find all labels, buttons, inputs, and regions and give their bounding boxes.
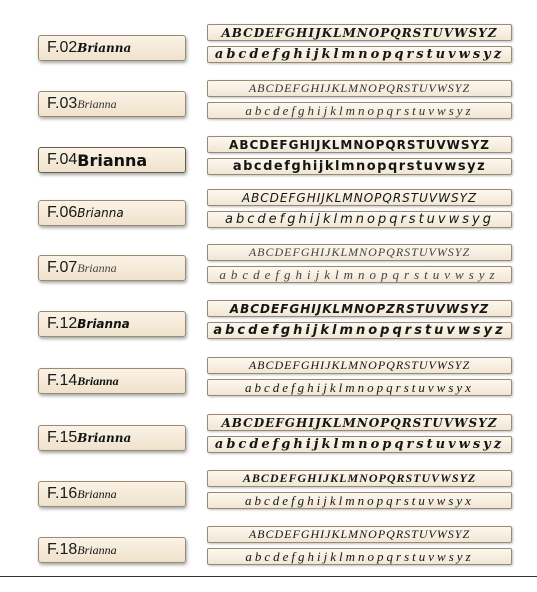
font-sample-name: Brianna xyxy=(77,317,130,331)
font-sample-name: Brianna xyxy=(77,486,117,501)
font-code: F.07 xyxy=(47,259,78,276)
uppercase-strip: ABCDEFGHIJKLMNOPQRSTUVWSYZ xyxy=(207,189,512,206)
font-code: F.04 xyxy=(47,151,78,168)
lowercase-strip: abcdefghijklmnopqrstuvwsyx xyxy=(207,379,512,396)
font-sample-name: Brianna xyxy=(77,431,132,445)
font-code-label xyxy=(38,147,186,173)
lowercase-strip: abcdefghijklmnopqrstuvwsyg xyxy=(207,211,512,228)
font-code-label xyxy=(38,537,186,563)
font-code-label xyxy=(38,368,186,394)
font-sample-name: Brianna xyxy=(77,260,117,275)
lowercase-strip: abcdefghijklmnopqrstuvwsyz xyxy=(207,436,512,453)
uppercase-strip: ABCDEFGHIJKLMNOPQRSTUVWSYZ xyxy=(207,470,512,487)
lowercase-strip: abcdefghijklmnopqrstuvwsyx xyxy=(207,492,512,509)
uppercase-strip: ABCDEFGHIJKLMNOPQRSTUVWSYZ xyxy=(207,244,512,261)
font-code: F.14 xyxy=(47,372,78,389)
font-sample-name: Brianna xyxy=(77,41,132,55)
font-code: F.15 xyxy=(47,429,78,446)
font-sample-name: Brianna xyxy=(77,373,119,388)
font-code-label xyxy=(38,481,186,507)
font-sample-name: Brianna xyxy=(77,96,117,111)
uppercase-strip: ABCDEFGHIJKLMNOPQRSTUVWSYZ xyxy=(207,357,512,374)
font-code: F.03 xyxy=(47,95,78,112)
font-code: F.12 xyxy=(47,315,78,332)
font-code-label xyxy=(38,311,186,337)
font-sample-name: Brianna xyxy=(77,150,148,170)
lowercase-strip: abcdefghijklmnopqrstuvwsyz xyxy=(207,548,512,565)
font-row-f07 xyxy=(0,243,537,293)
font-code-label xyxy=(38,200,186,226)
font-row-f03 xyxy=(0,79,537,129)
font-code: F.02 xyxy=(47,39,78,56)
font-code-label xyxy=(38,425,186,451)
font-sample-name: Brianna xyxy=(77,542,117,557)
font-sample-name: Brianna xyxy=(77,206,124,220)
font-code: F.18 xyxy=(47,541,78,558)
uppercase-strip: ABCDEFGHIJKLMNOPQRSTUVWSYZ xyxy=(207,24,512,41)
lowercase-strip: abcdefghijklmnopqrstuvwsyz xyxy=(207,158,512,175)
lowercase-strip: abcdefghijklmnopqrstuvwsyz xyxy=(207,266,512,283)
font-code: F.06 xyxy=(47,204,78,221)
uppercase-strip: ABCDEFGHIJKLMNOPQRSTUVWSYZ xyxy=(207,526,512,543)
lowercase-strip: abcdefghijklmnopqrstuvwsyz xyxy=(207,102,512,119)
font-row-f12 xyxy=(0,299,537,349)
uppercase-strip: ABCDEFGHIJKLMNOPQRSTUVWSYZ xyxy=(207,80,512,97)
bottom-divider xyxy=(0,576,537,577)
font-row-f15 xyxy=(0,413,537,463)
uppercase-strip: ABCDEFGHIJKLMNOPZRSTUVWSYZ xyxy=(207,300,512,317)
font-code-label xyxy=(38,255,186,281)
uppercase-strip: ABCDEFGHIJKLMNOPQRSTUVWSYZ xyxy=(207,136,512,153)
font-row-f18 xyxy=(0,525,537,575)
font-row-f04 xyxy=(0,135,537,185)
font-row-f16 xyxy=(0,469,537,519)
font-code-label xyxy=(38,35,186,61)
lowercase-strip: abcdefghijklmnopqrstuvwsyz xyxy=(207,322,512,339)
uppercase-strip: ABCDEFGHIJKLMNOPQRSTUVWSYZ xyxy=(207,414,512,431)
font-row-f14 xyxy=(0,356,537,406)
lowercase-strip: abcdefghijklmnopqrstuvwsyz xyxy=(207,46,512,63)
font-row-f06 xyxy=(0,188,537,238)
font-code: F.16 xyxy=(47,485,78,502)
font-code-label xyxy=(38,91,186,117)
font-row-f02 xyxy=(0,23,537,73)
